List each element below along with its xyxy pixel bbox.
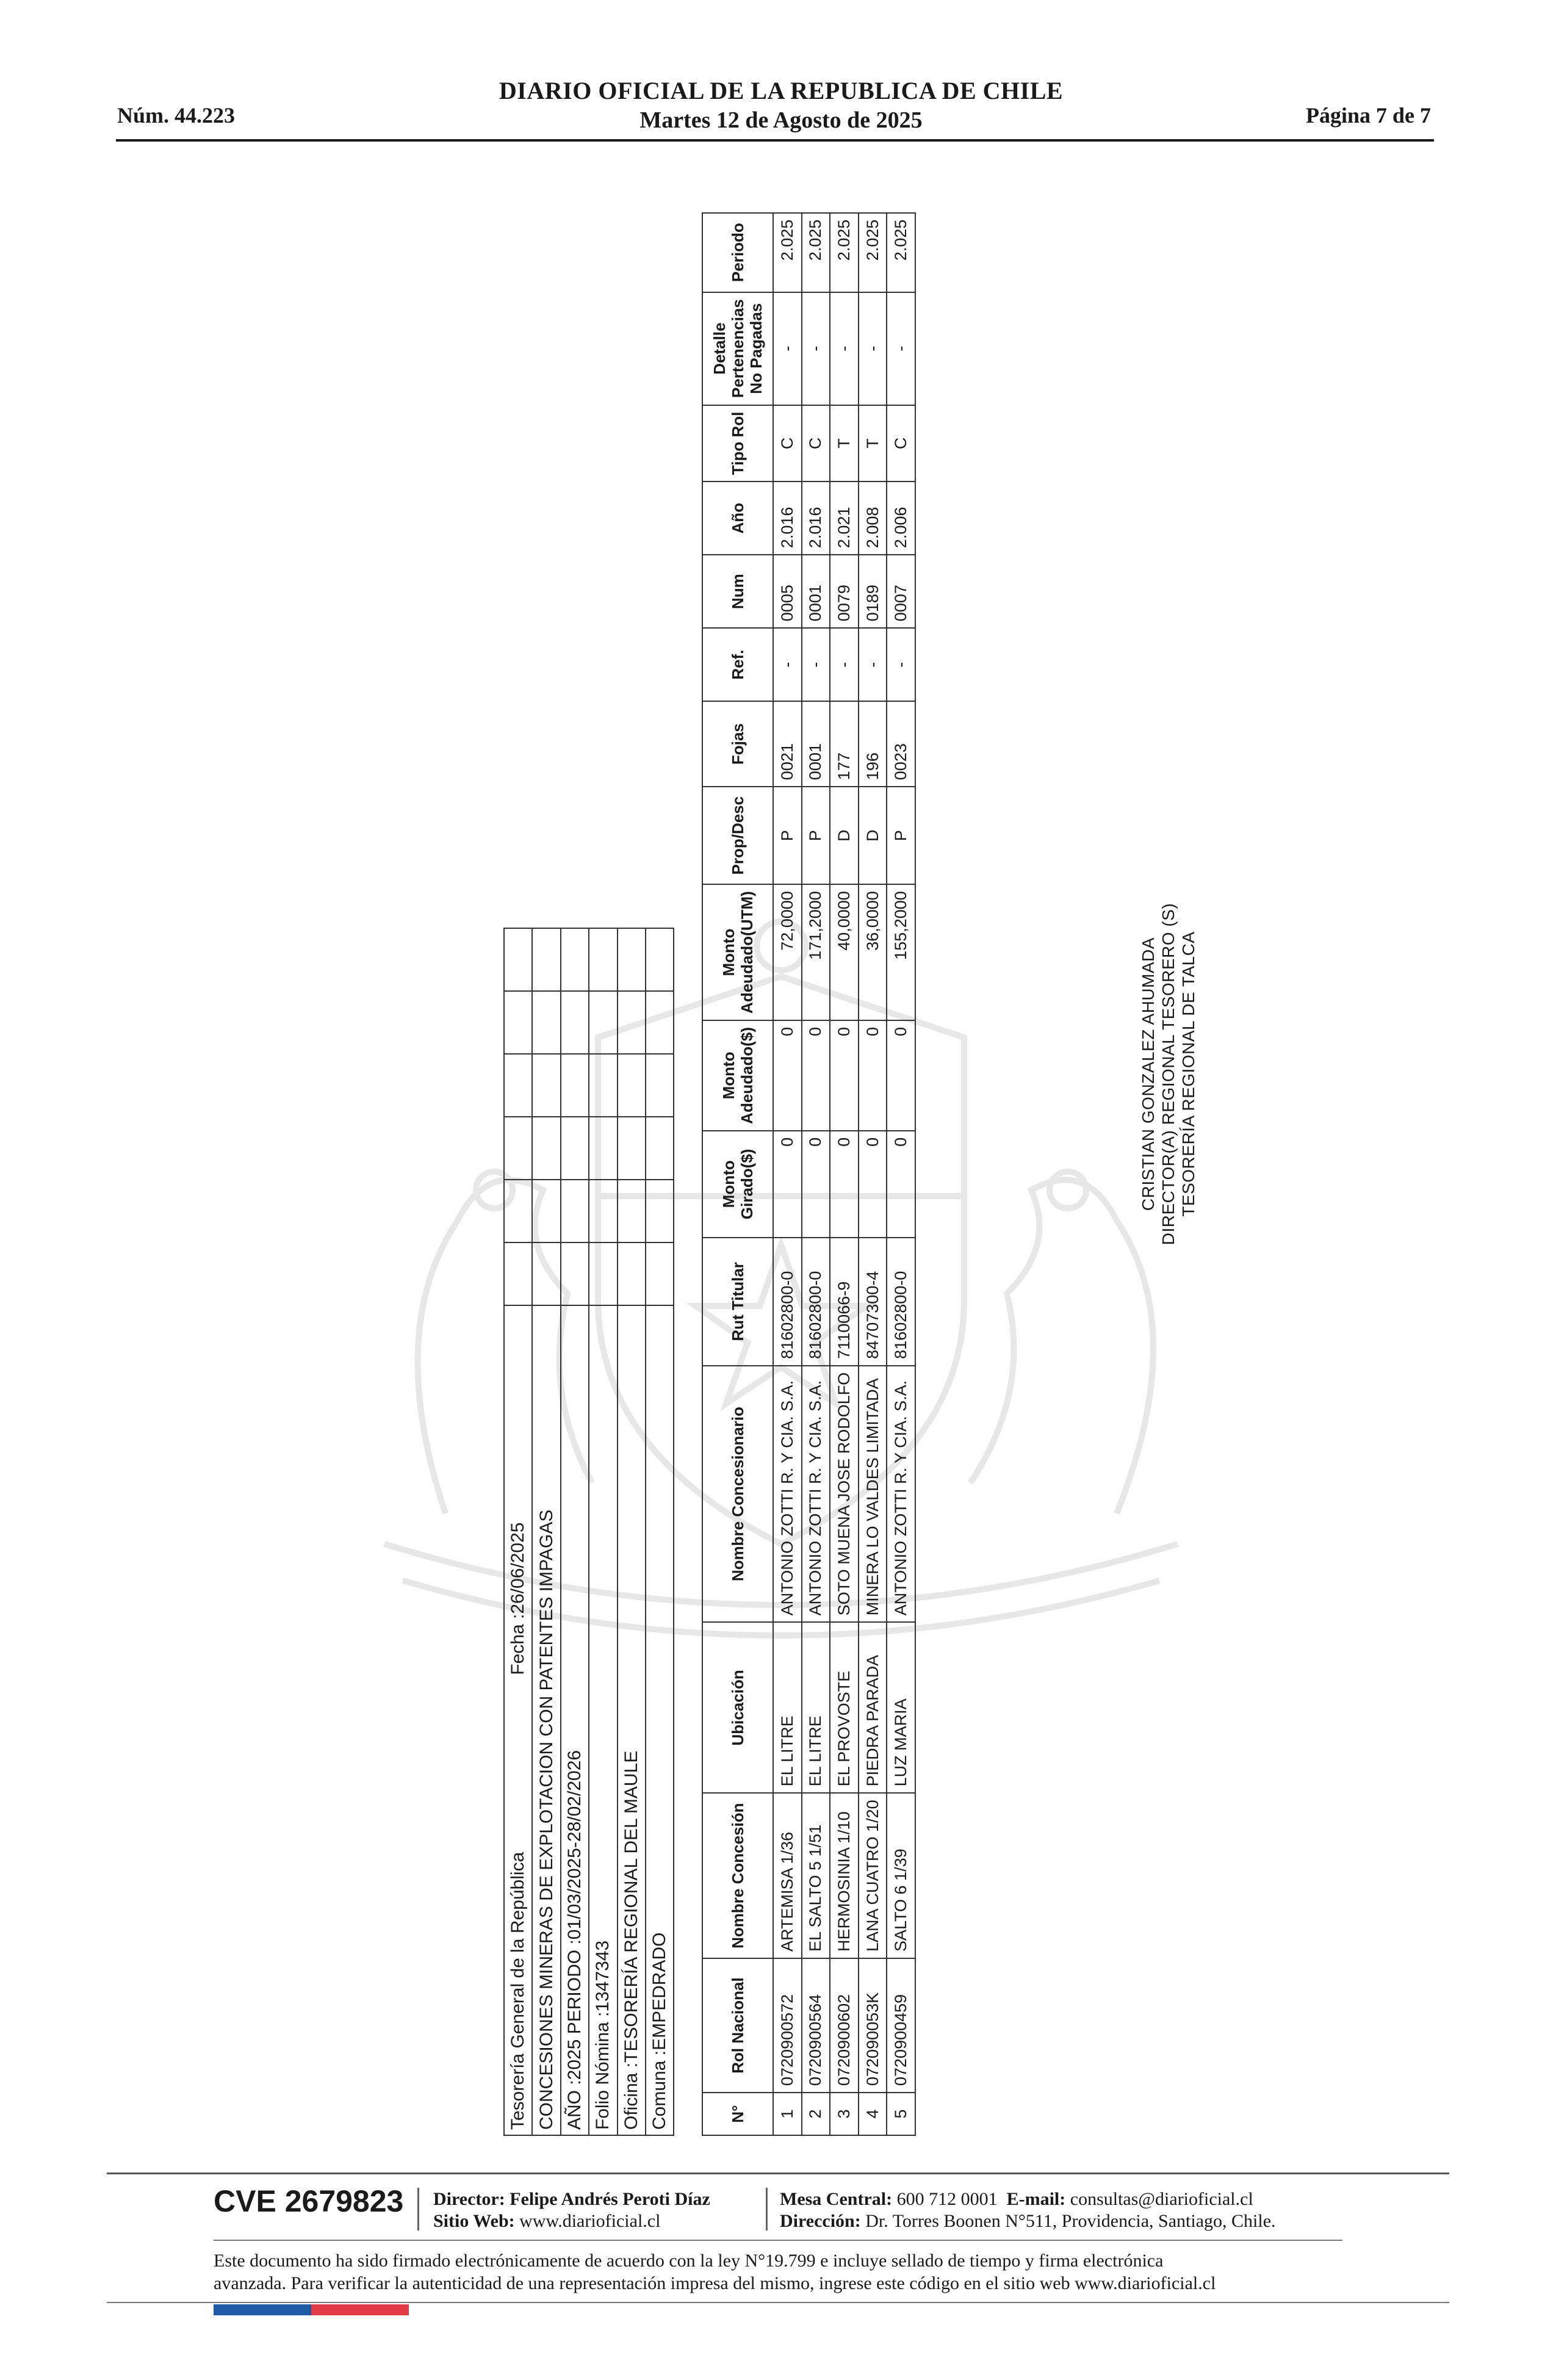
info-folio: Folio Nómina :1347343 [589,1305,617,2135]
cell-periodo: 2.025 [859,213,887,292]
col-header-monto-adeudado: Monto Adeudado($) [702,1020,773,1131]
cell-anio: 2.006 [887,481,915,555]
cell-rut: 81602800-0 [802,1238,830,1366]
cell-concesionario: ANTONIO ZOTTI R. Y CIA. S.A. [773,1366,802,1623]
cell-periodo: 2.025 [802,213,830,292]
cell-girado: 0 [887,1131,915,1238]
director-name: Felipe Andrés Peroti Díaz [510,2189,710,2209]
cell-girado: 0 [802,1131,830,1238]
cell-rut: 81602800-0 [773,1238,802,1366]
cell-num: 0007 [887,555,915,628]
footer-director-info: Director: Felipe Andrés Peroti Díaz Sitio Web: www.diarioficial.cl [433,2189,710,2231]
cell-anio: 2.008 [859,481,887,555]
cell-nombre: ARTEMISA 1/36 [773,1793,802,1958]
cell-nombre: HERMOSINIA 1/10 [830,1793,859,1958]
cell-ubicacion: EL LITRE [802,1622,830,1793]
concessions-table [702,212,916,2136]
cell-n: 3 [830,2093,859,2135]
cell-ref: - [887,628,915,701]
col-header-monto-utm: Monto Adeudado(UTM) [702,884,773,1020]
info-concessions: CONCESIONES MINERAS DE EXPLOTACION CON PATENTES IMPAGAS [532,1305,560,2135]
col-header-rol: Rol Nacional [702,1958,773,2093]
col-header-nombre-concesionario: Nombre Concesionario [702,1366,773,1623]
cell-prop: D [830,787,859,884]
info-treasury: Tesorería General de la RepúblicaFecha :26/06/2025 [504,1305,532,2135]
col-header-ubicacion: Ubicación [702,1622,773,1793]
cell-fojas: 0023 [887,701,915,787]
info-comuna: Comuna :EMPEDRADO [646,1305,674,2135]
website-link[interactable]: www.diarioficial.cl [519,2211,661,2231]
masthead-title: DIARIO OFICIAL DE LA REPUBLICA DE CHILE [499,77,1064,104]
cell-detalle: - [802,292,830,405]
cell-adeudado: 0 [830,1020,859,1131]
cell-adeudado: 0 [859,1020,887,1131]
cell-fojas: 0021 [773,701,802,787]
cell-detalle: - [773,292,802,405]
cell-concesionario: ANTONIO ZOTTI R. Y CIA. S.A. [802,1366,830,1623]
cell-prop: P [773,787,802,884]
cell-anio: 2.016 [802,481,830,555]
table-row [773,213,802,2135]
signature-role: DIRECTOR(A) REGIONAL TESORERO (S) [1159,903,1178,1246]
info-oficina: Oficina :TESORERÍA REGIONAL DEL MAULE [618,1305,646,2135]
cell-rut: 84707300-4 [859,1238,887,1366]
cell-anio: 2.021 [830,481,859,555]
masthead [391,76,1172,135]
footer-separator [417,2188,419,2230]
cell-tipo: C [802,405,830,482]
cell-ubicacion: LUZ MARIA [887,1622,915,1793]
cell-fojas: 0001 [802,701,830,787]
col-header-fojas: Fojas [702,701,773,787]
cell-n: 2 [802,2093,830,2135]
cell-ubicacion: EL LITRE [773,1622,802,1793]
col-header-periodo: Periodo [702,213,773,292]
cell-num: 0001 [802,555,830,628]
rotated-content [503,146,1449,2136]
cell-rol: 0720900572 [773,1958,802,2093]
cell-concesionario: SOTO MUENA JOSE RODOLFO [830,1366,859,1623]
col-header-ref: Ref. [702,628,773,701]
cell-nombre: LANA CUATRO 1/20 [859,1793,887,1958]
cell-rol: 0720900459 [887,1958,915,2093]
cell-tipo: C [887,405,915,482]
cell-ref: - [802,628,830,701]
cell-anio: 2.016 [773,481,802,555]
table-header-row [702,213,773,2135]
cell-detalle: - [887,292,915,405]
info-fecha: Fecha :26/06/2025 [508,1522,528,1675]
signature-block [1138,769,1198,1379]
cell-tipo: C [773,405,802,482]
cell-num: 0189 [859,555,887,628]
table-row [887,213,915,2135]
cell-num: 0005 [773,555,802,628]
col-header-tipo-rol: Tipo Rol [702,405,773,482]
flag-stripe-icon [214,2304,409,2315]
phone-number: 600 712 0001 [896,2189,998,2209]
cell-concesionario: ANTONIO ZOTTI R. Y CIA. S.A. [887,1366,915,1623]
cell-utm: 171,2000 [802,884,830,1020]
cell-n: 4 [859,2093,887,2135]
cell-num: 0079 [830,555,859,628]
cell-fojas: 196 [859,701,887,787]
page-indicator: Página 7 de 7 [1305,103,1431,128]
cell-n: 5 [887,2093,915,2135]
signature-office: TESORERÍA REGIONAL DE TALCA [1179,931,1198,1217]
footer-separator [766,2188,768,2230]
cell-rut: 81602800-0 [887,1238,915,1366]
cell-nombre: EL SALTO 5 1/51 [802,1793,830,1958]
cell-concesionario: MINERA LO VALDES LIMITADA [859,1366,887,1623]
footer-divider [107,2173,1449,2174]
signature-name: CRISTIAN GONZALEZ AHUMADA [1139,937,1158,1211]
header-divider [116,139,1434,142]
address: Dr. Torres Boonen N°511, Providencia, Santiago, Chile. [865,2211,1276,2231]
col-header-prop: Prop/Desc [702,787,773,884]
footer-bottom-divider [107,2302,1449,2303]
cell-periodo: 2.025 [830,213,859,292]
cell-girado: 0 [859,1131,887,1238]
treasury-info-box [503,928,674,2136]
col-header-rut: Rut Titular [702,1238,773,1366]
cve-code: CVE 2679823 [214,2184,404,2218]
cell-ref: - [859,628,887,701]
cell-rut: 7110066-9 [830,1238,859,1366]
cell-nombre: SALTO 6 1/39 [887,1793,915,1958]
cell-fojas: 177 [830,701,859,787]
cell-prop: P [887,787,915,884]
cell-rol: 0720900602 [830,1958,859,2093]
cell-ubicacion: EL PROVOSTE [830,1622,859,1793]
info-year-period: AÑO :2025 PERIODO :01/03/2025-28/02/2026 [561,1305,589,2135]
email-link[interactable]: consultas@diarioficial.cl [1070,2189,1253,2209]
legal-notice: Este documento ha sido firmado electrónicamente de acuerdo con la ley N°19.799 e incluye sellado de tiempo y firma electrónica avanzada. Para verificar la autenticidad de una representación impresa del mismo, ingrese este código en el sitio web www.diarioficial.cl [214,2251,1216,2293]
footer-contact-info: Mesa Central: 600 712 0001 E-mail: consultas@diarioficial.cl Dirección: Dr. Torres Boonen N°511, Providencia, Santiago, Chile. [780,2189,1276,2231]
cell-adeudado: 0 [773,1020,802,1131]
cell-n: 1 [773,2093,802,2135]
footer-divider-inner [214,2240,1342,2241]
cell-periodo: 2.025 [773,213,802,292]
cell-ubicacion: PIEDRA PARADA [859,1622,887,1793]
table-row [802,213,830,2135]
issue-number: Núm. 44.223 [117,103,236,128]
cell-tipo: T [830,405,859,482]
cell-adeudado: 0 [802,1020,830,1131]
table-row [830,213,859,2135]
cell-utm: 72,0000 [773,884,802,1020]
cell-detalle: - [830,292,859,405]
cell-girado: 0 [773,1131,802,1238]
cell-ref: - [773,628,802,701]
cell-tipo: T [859,405,887,482]
cell-rol: 0720900564 [802,1958,830,2093]
cell-utm: 40,0000 [830,884,859,1020]
col-header-nombre-concesion: Nombre Concesión [702,1793,773,1958]
cell-ref: - [830,628,859,701]
cell-utm: 155,2000 [887,884,915,1020]
col-header-num: Num [702,555,773,628]
col-header-anio: Año [702,481,773,555]
table-row [859,213,887,2135]
col-header-n: N° [702,2093,773,2135]
cell-adeudado: 0 [887,1020,915,1131]
cell-girado: 0 [830,1131,859,1238]
cell-utm: 36,0000 [859,884,887,1020]
cell-rol: 072090053K [859,1958,887,2093]
col-header-monto-girado: Monto Girado($) [702,1131,773,1238]
col-header-detalle: Detalle Pertenencias No Pagadas [702,292,773,405]
masthead-date: Martes 12 de Agosto de 2025 [639,107,923,133]
cell-periodo: 2.025 [887,213,915,292]
cell-prop: P [802,787,830,884]
cell-prop: D [859,787,887,884]
cell-detalle: - [859,292,887,405]
